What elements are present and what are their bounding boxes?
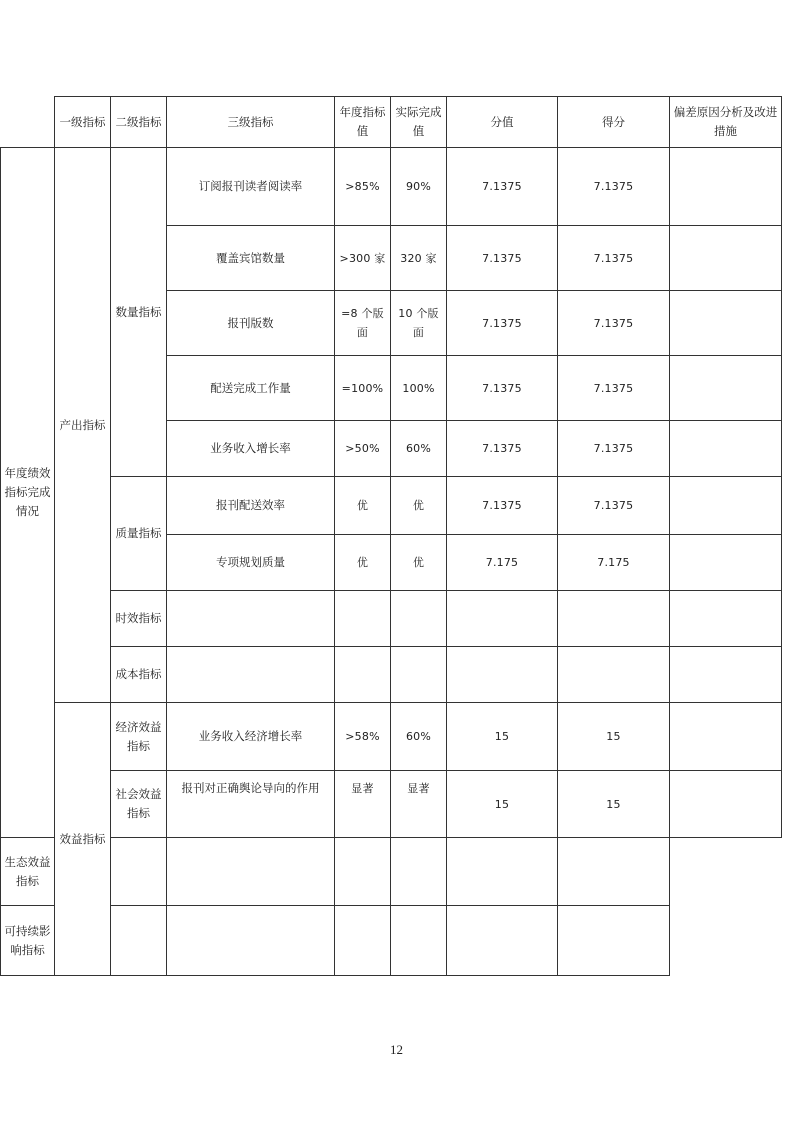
empty-cell [167, 906, 335, 976]
indicator-value: 7.1375 [447, 477, 558, 535]
indicator-actual: 100% [391, 356, 447, 421]
indicator-name: 业务收入经济增长率 [167, 703, 335, 771]
level2-timeliness: 时效指标 [111, 591, 167, 647]
indicator-score: 7.1375 [558, 226, 670, 291]
indicator-value: 7.175 [447, 535, 558, 591]
table-row [1, 906, 782, 976]
indicator-score: 7.175 [558, 535, 670, 591]
indicator-actual: 320 家 [391, 226, 447, 291]
indicator-value: 7.1375 [447, 421, 558, 477]
indicator-note [670, 535, 782, 591]
table-row [1, 703, 782, 771]
indicator-value: 7.1375 [447, 226, 558, 291]
empty-cell [447, 838, 558, 906]
indicator-actual: 显著 [391, 771, 447, 838]
indicator-score: 7.1375 [558, 477, 670, 535]
empty-cell [670, 591, 782, 647]
empty-cell [111, 838, 167, 906]
empty-cell [447, 591, 558, 647]
header-level1: 一级指标 [55, 97, 111, 148]
empty-cell [558, 591, 670, 647]
level2-quality: 质量指标 [111, 477, 167, 591]
indicator-target: =100% [335, 356, 391, 421]
indicator-score: 7.1375 [558, 421, 670, 477]
empty-cell [447, 906, 558, 976]
header-row [1, 97, 782, 148]
indicator-target: 优 [335, 535, 391, 591]
table-row [1, 771, 782, 838]
indicator-value: 15 [447, 703, 558, 771]
header-score: 得分 [558, 97, 670, 148]
indicator-note [670, 477, 782, 535]
level2-quantity: 数量指标 [111, 148, 167, 477]
indicator-target: 显著 [335, 771, 391, 838]
indicator-target: >50% [335, 421, 391, 477]
indicator-name: 报刊版数 [167, 291, 335, 356]
indicator-value: 15 [447, 771, 558, 838]
empty-cell [391, 838, 447, 906]
indicator-note [670, 703, 782, 771]
indicator-actual: 90% [391, 148, 447, 226]
level2-social: 社会效益指标 [111, 771, 167, 838]
header-score-value: 分值 [447, 97, 558, 148]
indicator-actual: 60% [391, 703, 447, 771]
level2-economic: 经济效益指标 [111, 703, 167, 771]
indicator-value: 7.1375 [447, 356, 558, 421]
header-blank-cell [1, 97, 55, 148]
indicator-note [670, 226, 782, 291]
header-level2: 二级指标 [111, 97, 167, 148]
indicator-name: 订阅报刊读者阅读率 [167, 148, 335, 226]
indicator-name: 业务收入增长率 [167, 421, 335, 477]
empty-cell [167, 838, 335, 906]
empty-cell [335, 838, 391, 906]
indicator-score: 15 [558, 703, 670, 771]
empty-cell [391, 591, 447, 647]
empty-cell [558, 838, 670, 906]
indicator-name: 专项规划质量 [167, 535, 335, 591]
row-label: 年度绩效指标完成情况 [1, 148, 55, 838]
performance-table [0, 96, 782, 976]
table-row [1, 477, 782, 535]
indicator-note [670, 291, 782, 356]
indicator-score: 7.1375 [558, 148, 670, 226]
indicator-target: >58% [335, 703, 391, 771]
indicator-actual: 优 [391, 477, 447, 535]
empty-cell [447, 647, 558, 703]
table-row [1, 591, 782, 647]
indicator-value: 7.1375 [447, 291, 558, 356]
level2-ecological: 生态效益指标 [1, 838, 55, 906]
indicator-actual: 10 个版面 [391, 291, 447, 356]
empty-cell [335, 647, 391, 703]
level2-cost: 成本指标 [111, 647, 167, 703]
level1-output: 产出指标 [55, 148, 111, 703]
empty-cell [558, 647, 670, 703]
level2-sustainable: 可持续影响指标 [1, 906, 55, 976]
table-row [1, 838, 782, 906]
empty-cell [335, 906, 391, 976]
indicator-target: >300 家 [335, 226, 391, 291]
empty-cell [167, 647, 335, 703]
indicator-score: 7.1375 [558, 291, 670, 356]
indicator-name: 报刊对正确舆论导向的作用 [167, 771, 335, 838]
empty-cell [167, 591, 335, 647]
empty-cell [670, 647, 782, 703]
header-annual-target: 年度指标值 [335, 97, 391, 148]
indicator-score: 15 [558, 771, 670, 838]
page-number: 12 [390, 1042, 403, 1057]
indicator-value: 7.1375 [447, 148, 558, 226]
table-row [1, 148, 782, 226]
indicator-name: 覆盖宾馆数量 [167, 226, 335, 291]
indicator-note [670, 148, 782, 226]
indicator-target: =8 个版面 [335, 291, 391, 356]
empty-cell [111, 906, 167, 976]
level1-benefit: 效益指标 [55, 703, 111, 976]
indicator-actual: 60% [391, 421, 447, 477]
header-actual: 实际完成值 [391, 97, 447, 148]
indicator-actual: 优 [391, 535, 447, 591]
empty-cell [391, 647, 447, 703]
indicator-note [670, 421, 782, 477]
indicator-name: 报刊配送效率 [167, 477, 335, 535]
indicator-note [670, 356, 782, 421]
indicator-note [670, 771, 782, 838]
indicator-name: 配送完成工作量 [167, 356, 335, 421]
empty-cell [558, 906, 670, 976]
empty-cell [391, 906, 447, 976]
header-level3: 三级指标 [167, 97, 335, 148]
indicator-target: 优 [335, 477, 391, 535]
table-row [1, 647, 782, 703]
indicator-target: >85% [335, 148, 391, 226]
empty-cell [335, 591, 391, 647]
indicator-score: 7.1375 [558, 356, 670, 421]
header-deviation: 偏差原因分析及改进措施 [670, 97, 782, 148]
